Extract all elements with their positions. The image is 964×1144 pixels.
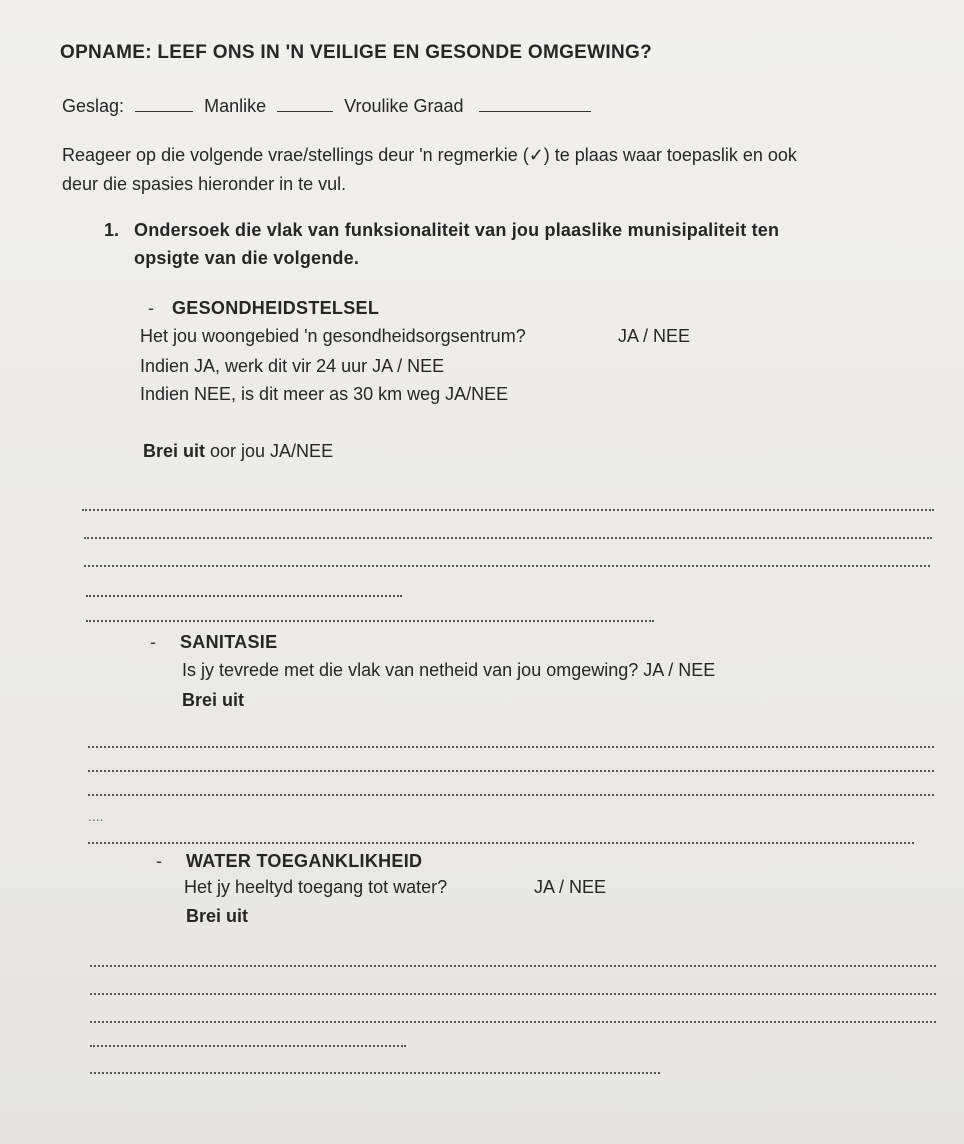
vroulike-label: Vroulike <box>344 96 409 116</box>
answer-line[interactable] <box>90 993 936 995</box>
health-explain-rest: oor jou JA/NEE <box>205 441 334 461</box>
answer-line[interactable] <box>86 595 402 597</box>
page-title: OPNAME: LEEF ONS IN 'N VEILIGE EN GESONDE OMGEWING? <box>60 42 652 63</box>
question-1-line-1: Ondersoek die vlak van funksionaliteit van jou plaaslike munisipaliteit ten <box>134 220 780 240</box>
answer-line[interactable] <box>86 620 654 622</box>
manlike-label: Manlike <box>204 96 267 116</box>
stray-dots: .... <box>88 808 104 824</box>
health-question-1-options[interactable]: JA / NEE <box>618 326 691 346</box>
gender-grade-row <box>62 96 591 117</box>
answer-line[interactable] <box>90 965 936 967</box>
answer-line[interactable] <box>84 565 930 567</box>
water-question-1-options[interactable]: JA / NEE <box>534 877 607 897</box>
health-dash: - <box>148 298 154 318</box>
instructions-line-2: deur die spasies hieronder in te vul. <box>62 174 347 194</box>
health-question-1: Het jou woongebied 'n gesondheidsorgsentrum? <box>140 326 526 346</box>
health-heading: GESONDHEIDSTELSEL <box>172 298 380 318</box>
answer-line[interactable] <box>84 537 932 539</box>
answer-line[interactable] <box>88 746 934 748</box>
sanitation-heading: SANITASIE <box>180 632 278 652</box>
answer-line[interactable] <box>88 794 934 796</box>
answer-line[interactable] <box>88 770 934 772</box>
question-1-line-2: opsigte van die volgende. <box>134 248 360 268</box>
water-dash: - <box>156 851 162 871</box>
answer-line[interactable] <box>88 842 914 844</box>
graad-label: Graad <box>413 96 464 116</box>
answer-line[interactable] <box>90 1045 406 1047</box>
answer-line[interactable] <box>82 509 934 511</box>
question-number: 1. <box>104 220 120 240</box>
answer-line[interactable] <box>90 1072 660 1074</box>
sanitation-question-1[interactable]: Is jy tevrede met die vlak van netheid van jou omgewing? JA / NEE <box>182 660 716 680</box>
answer-line[interactable] <box>90 1021 936 1023</box>
water-heading: WATER TOEGANKLIKHEID <box>186 851 423 871</box>
health-explain-bold: Brei uit <box>143 441 206 461</box>
health-explain <box>143 441 333 462</box>
manlike-blank[interactable] <box>277 97 333 112</box>
health-question-2[interactable]: Indien JA, werk dit vir 24 uur JA / NEE <box>140 356 445 376</box>
geslag-label: Geslag: <box>62 96 125 116</box>
geslag-blank[interactable] <box>135 97 193 112</box>
health-question-3[interactable]: Indien NEE, is dit meer as 30 km weg JA/NEE <box>140 384 509 404</box>
water-question-1: Het jy heeltyd toegang tot water? <box>184 877 448 897</box>
water-explain: Brei uit <box>186 906 249 926</box>
graad-blank[interactable] <box>479 97 591 112</box>
instructions-line-1: Reageer op die volgende vrae/stellings deur 'n regmerkie (✓) te plaas waar toepaslik en ook <box>62 145 797 165</box>
sanitation-explain: Brei uit <box>182 690 245 710</box>
sanitation-dash: - <box>150 632 156 652</box>
